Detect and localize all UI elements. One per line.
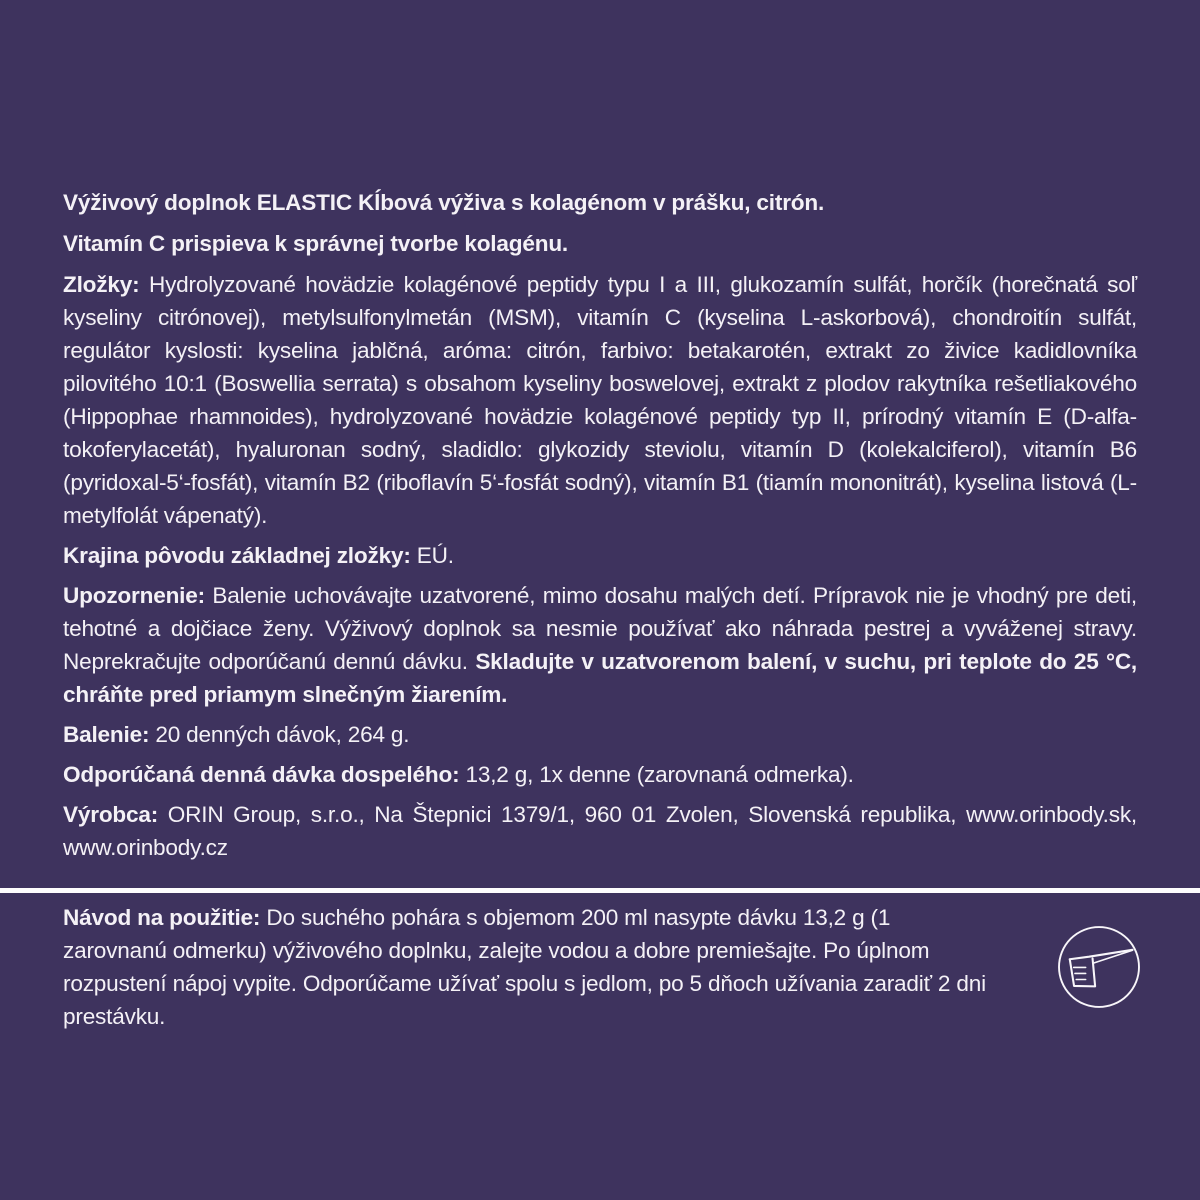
dosage-paragraph <box>63 758 1137 791</box>
warning-text: Balenie uchovávajte uzatvorené, mimo dosahu malých detí. Prípravok nie je vhodný pre deti, tehotné a dojčiace ženy. Výživový doplnok sa nesmie používať ako náhrada pestrej a vyváženej stravy. Neprekračujte odporúčanú dennú dávku. <box>63 583 1138 674</box>
vitamin-claim: Vitamín C prispieva k správnej tvorbe kolagénu. <box>63 231 568 256</box>
dosage-text: 13,2 g, 1x denne (zarovnaná odmerka). <box>465 762 854 787</box>
section-divider <box>0 888 1200 893</box>
product-title: Výživový doplnok ELASTIC Kĺbová výživa s kolagénom v prášku, citrón. <box>63 190 825 215</box>
dosage-label: Odporúčaná denná dávka dospelého: <box>63 762 460 787</box>
manufacturer-text: ORIN Group, s.r.o., Na Štepnici 1379/1, 960 01 Zvolen, Slovenská republika, www.orinbody.sk, www.orinbody.cz <box>63 802 1137 860</box>
warning-paragraph <box>63 579 1137 711</box>
warning-label: Upozornenie: <box>63 583 205 608</box>
ingredients-paragraph <box>63 268 1137 532</box>
origin-paragraph <box>63 539 1137 572</box>
usage-instructions-section <box>63 901 988 1040</box>
warning-storage-text: Skladujte v uzatvorenom balení, v suchu, pri teplote do 25 °C, chráňte pred priamym slnečným žiarením. <box>63 649 1138 707</box>
ingredients-text: Hydrolyzované hovädzie kolagénové peptidy typu I a III, glukozamín sulfát, horčík (horečnatá soľ kyseliny citrónovej), metylsulfonylmetán (MSM), vitamín C (kyselina L-askorbová), chondroitín sulfát, regulátor kyslosti: kyselina jablčná, aróma: citrón, farbivo: betakarotén, extrakt zo živice kadidlovníka pilovitého 10:1 (Boswellia serrata) s obsahom kyseliny boswelovej, extrakt z plodov rakytníka rešetliakového (Hippophae rhamnoides), hydrolyzované hovädzie kolagénové peptidy typ II, prírodný vitamín E (D-alfa-tokoferylacetát), hyaluronan sodný, sladidlo: glykozidy steviolu, vitamín D (kolekalciferol), vitamín B6 (pyridoxal-5‘-fosfát), vitamín B2 (riboflavín 5‘-fosfát sodný), vitamín B1 (tiamín mononitrát), kyselina listová (L-metylfolát vápenatý). <box>63 272 1138 528</box>
label-main-text <box>63 186 1137 871</box>
package-paragraph <box>63 718 1137 751</box>
manufacturer-paragraph <box>63 798 1137 864</box>
usage-label: Návod na použitie: <box>63 905 261 930</box>
ingredients-label: Zložky: <box>63 272 140 297</box>
package-text: 20 denných dávok, 264 g. <box>155 722 410 747</box>
usage-text: Do suchého pohára s objemom 200 ml nasypte dávku 13,2 g (1 zarovnanú odmerku) výživového doplnku, zalejte vodou a dobre premiešajte. Po úplnom rozpustení nápoj vypite. Odporúčame užívať spolu s jedlom, po 5 dňoch užívania zaradiť 2 dni prestávku. <box>63 905 986 1029</box>
manufacturer-label: Výrobca: <box>63 802 159 827</box>
origin-label: Krajina pôvodu základnej zložky: <box>63 543 411 568</box>
measuring-scoop-icon <box>1056 924 1142 1010</box>
usage-paragraph <box>63 901 988 1033</box>
package-label: Balenie: <box>63 722 150 747</box>
origin-text: EÚ. <box>416 543 454 568</box>
